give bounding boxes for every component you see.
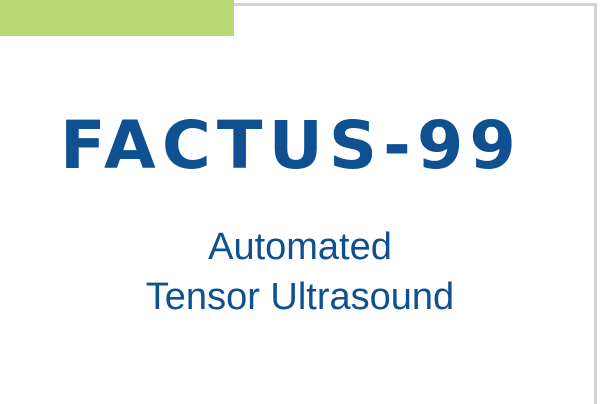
subtitle-line-1: Automated bbox=[208, 226, 392, 268]
product-subtitle bbox=[0, 222, 600, 322]
accent-bar bbox=[0, 0, 234, 36]
frame-border-right bbox=[594, 3, 597, 404]
product-logo bbox=[60, 110, 525, 172]
product-name: FACTUS-99 bbox=[60, 110, 522, 172]
frame-border-top bbox=[234, 3, 597, 6]
subtitle-line-2: Tensor Ultrasound bbox=[145, 276, 455, 318]
